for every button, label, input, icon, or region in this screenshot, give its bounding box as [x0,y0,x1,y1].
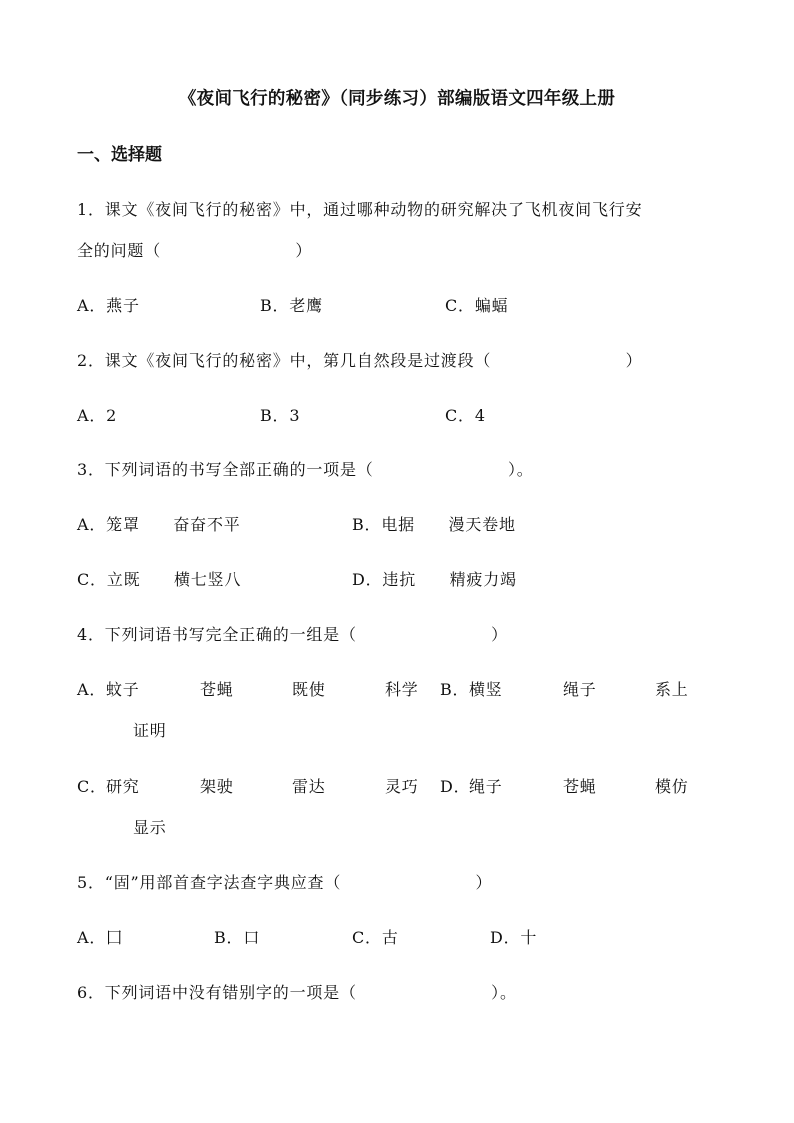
question-4-option-a-label: A． [77,680,107,699]
page-title: 《夜间飞行的秘密》（同步练习）部编版语文四年级上册 [178,89,616,109]
question-3-option-b: B．电据 漫天卷地 [352,515,516,534]
question-4-option-a-word: 苍蝇 [200,680,234,699]
question-4-option-c-extra: 显示 [133,818,167,837]
question-4-option-b-word: 系上 [655,680,689,699]
question-1-option-a: A．燕子 [77,296,140,315]
question-2-option-a: A．2 [77,406,118,425]
question-4-option-c-word: 灵巧 [385,777,419,796]
question-4-option-c-word: 雷达 [292,777,326,796]
question-1-option-c: C．蝙蝠 [445,296,509,315]
question-6-stem: 6．下列词语中没有错别字的一项是（ ）。 [77,983,517,1002]
question-4-option-b-label: B． [440,680,470,699]
question-5-option-d: D．十 [490,928,538,947]
question-5-option-b: B．口 [214,928,261,947]
question-4-option-a-extra: 证明 [133,721,167,740]
question-4-option-d-word: 模仿 [655,777,689,796]
question-4-option-d-label: D． [440,777,471,796]
question-4-option-c-word: 研究 [106,777,140,796]
question-2-option-b: B．3 [260,406,301,425]
question-4-option-c-label: C． [77,777,107,796]
question-5-stem: 5．“固”用部首查字法查字典应查（ ） [77,873,493,892]
question-3-stem: 3．下列词语的书写全部正确的一项是（ ）。 [77,460,534,479]
question-3-option-c: C．立既 横七竖八 [77,570,242,589]
section-heading: 一、选择题 [77,145,162,165]
question-4-stem: 4．下列词语书写完全正确的一组是（ ） [77,625,508,644]
question-4-option-c-word: 架驶 [200,777,234,796]
question-4-option-d-word: 绳子 [469,777,503,796]
question-4-option-b-word: 横竖 [469,680,503,699]
question-4-option-d-word: 苍蝇 [563,777,597,796]
question-3-option-a: A．笼罩 奋奋不平 [77,515,241,534]
question-4-option-a-word: 蚊子 [106,680,140,699]
question-4-option-a-word: 科学 [385,680,419,699]
question-5-option-a: A．囗 [77,928,123,947]
question-2-stem: 2．课文《夜间飞行的秘密》中，第几自然段是过渡段（ ） [77,351,643,370]
question-5-option-c: C．古 [352,928,399,947]
question-4-option-a-word: 既使 [292,680,326,699]
question-4-option-b-word: 绳子 [563,680,597,699]
question-1-stem-line1: 1．课文《夜间飞行的秘密》中，通过哪种动物的研究解决了飞机夜间飞行安 [77,200,643,219]
question-1-option-b: B．老鹰 [260,296,323,315]
question-3-option-d: D．违抗 精疲力竭 [352,570,517,589]
question-2-option-c: C．4 [445,406,486,425]
question-1-stem-line2: 全的问题（ ） [77,241,313,260]
